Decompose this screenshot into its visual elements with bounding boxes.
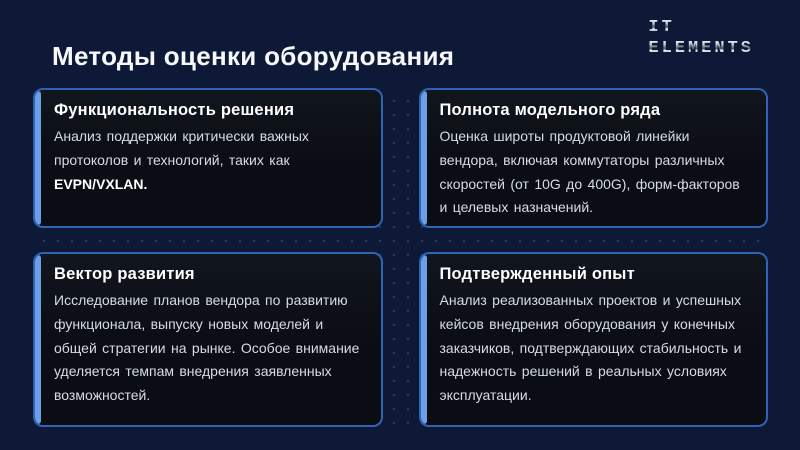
card-body-text: Исследование планов вендора по развитию функционала, выпуску новых моделей и общей стратегии на рынке. Особое внимание уделяется темпам внедрения заявленных возможностей. — [54, 292, 360, 404]
cards-grid — [33, 88, 768, 427]
it-elements-logo — [648, 17, 754, 60]
card-content — [440, 265, 749, 408]
page-title: Методы оценки оборудования — [52, 41, 455, 72]
card-accent-bar — [35, 255, 41, 424]
card-title: Вектор развития — [54, 265, 195, 283]
card-body-text: Оценка широты продуктовой линейки вендора, включая коммутаторы различных скоростей (от 10G до 400G), форм-факторов и целевых назначений. — [439, 128, 740, 216]
card-body — [440, 289, 749, 408]
card-body — [54, 289, 363, 408]
card-title: Полнота модельного ряда — [439, 101, 661, 119]
card-body-emphasis: EVPN/VXLAN. — [54, 175, 148, 192]
card-content — [54, 265, 363, 408]
logo-line-2: ELEMENTS — [648, 39, 754, 59]
card-model-range — [419, 88, 769, 228]
card-development-vector — [33, 252, 383, 427]
card-functionality — [33, 88, 383, 228]
card-content — [54, 101, 363, 196]
card-body — [54, 125, 363, 196]
card-body — [440, 125, 749, 220]
card-accent-bar — [35, 91, 41, 225]
card-body-text: Анализ реализованных проектов и успешных кейсов внедрения оборудования у конечных заказчиков, подтверждающих стабильность и надежность решений в реальных условиях эксплуатации. — [439, 292, 742, 404]
logo-line-1: IT — [648, 17, 754, 38]
card-body-text: Анализ поддержки критически важных протоколов и технологий, таких как — [54, 128, 309, 168]
card-proven-experience — [419, 252, 769, 427]
card-title: Подтвержденный опыт — [439, 265, 635, 283]
card-title: Функциональность решения — [54, 101, 295, 119]
card-accent-bar — [421, 255, 427, 424]
card-content — [440, 101, 749, 220]
card-accent-bar — [421, 91, 427, 225]
